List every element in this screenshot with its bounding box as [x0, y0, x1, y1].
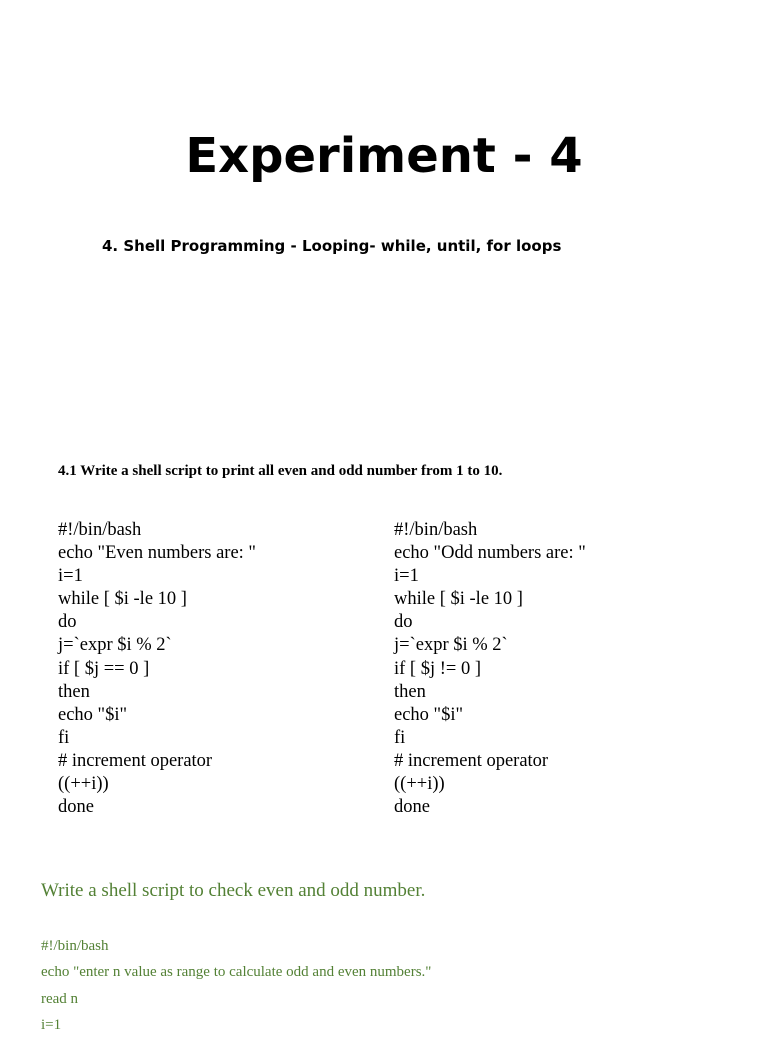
code-line: # increment operator	[394, 750, 549, 771]
code-line: i=1	[41, 1016, 62, 1033]
code-line: ((++i))	[58, 774, 109, 795]
code-line: while [ $i -le 10 ]	[58, 589, 187, 610]
code-line: done	[58, 797, 94, 818]
check-even-odd-script	[41, 933, 431, 1038]
code-line: i=1	[58, 566, 83, 587]
odd-numbers-script	[394, 519, 586, 819]
code-line: do	[394, 612, 413, 633]
code-line: ((++i))	[394, 774, 445, 795]
code-line: fi	[58, 727, 70, 748]
code-line: echo "Odd numbers are: "	[394, 543, 586, 564]
code-line: #!/bin/bash	[58, 520, 142, 540]
code-line: i=1	[394, 566, 419, 587]
code-line: #!/bin/bash	[41, 938, 109, 954]
code-line: #!/bin/bash	[394, 520, 478, 540]
code-line: read n	[41, 990, 79, 1007]
question-heading: 4.1 Write a shell script to print all even and odd number from 1 to 10.	[58, 463, 503, 479]
code-line: echo "$i"	[58, 704, 128, 725]
code-line: j=`expr $i % 2`	[394, 635, 508, 656]
code-line: then	[58, 681, 90, 702]
code-line: done	[394, 797, 430, 818]
code-line: while [ $i -le 10 ]	[394, 589, 523, 610]
even-numbers-script	[58, 519, 256, 819]
code-line: if [ $j == 0 ]	[58, 658, 150, 679]
section-subtitle: 4. Shell Programming - Looping- while, until, for loops	[102, 237, 562, 255]
page-title: Experiment - 4	[185, 128, 583, 184]
code-line: fi	[394, 727, 406, 748]
code-line: j=`expr $i % 2`	[58, 635, 172, 656]
code-line: echo "Even numbers are: "	[58, 543, 256, 564]
code-line: if [ $j != 0 ]	[394, 658, 481, 679]
code-line: # increment operator	[58, 750, 213, 771]
code-line: do	[58, 612, 77, 633]
code-line: echo "enter n value as range to calculate odd and even numbers."	[41, 964, 432, 981]
check-even-odd-heading: Write a shell script to check even and odd number.	[41, 880, 426, 901]
code-line: then	[394, 681, 426, 702]
code-line: echo "$i"	[394, 704, 464, 725]
